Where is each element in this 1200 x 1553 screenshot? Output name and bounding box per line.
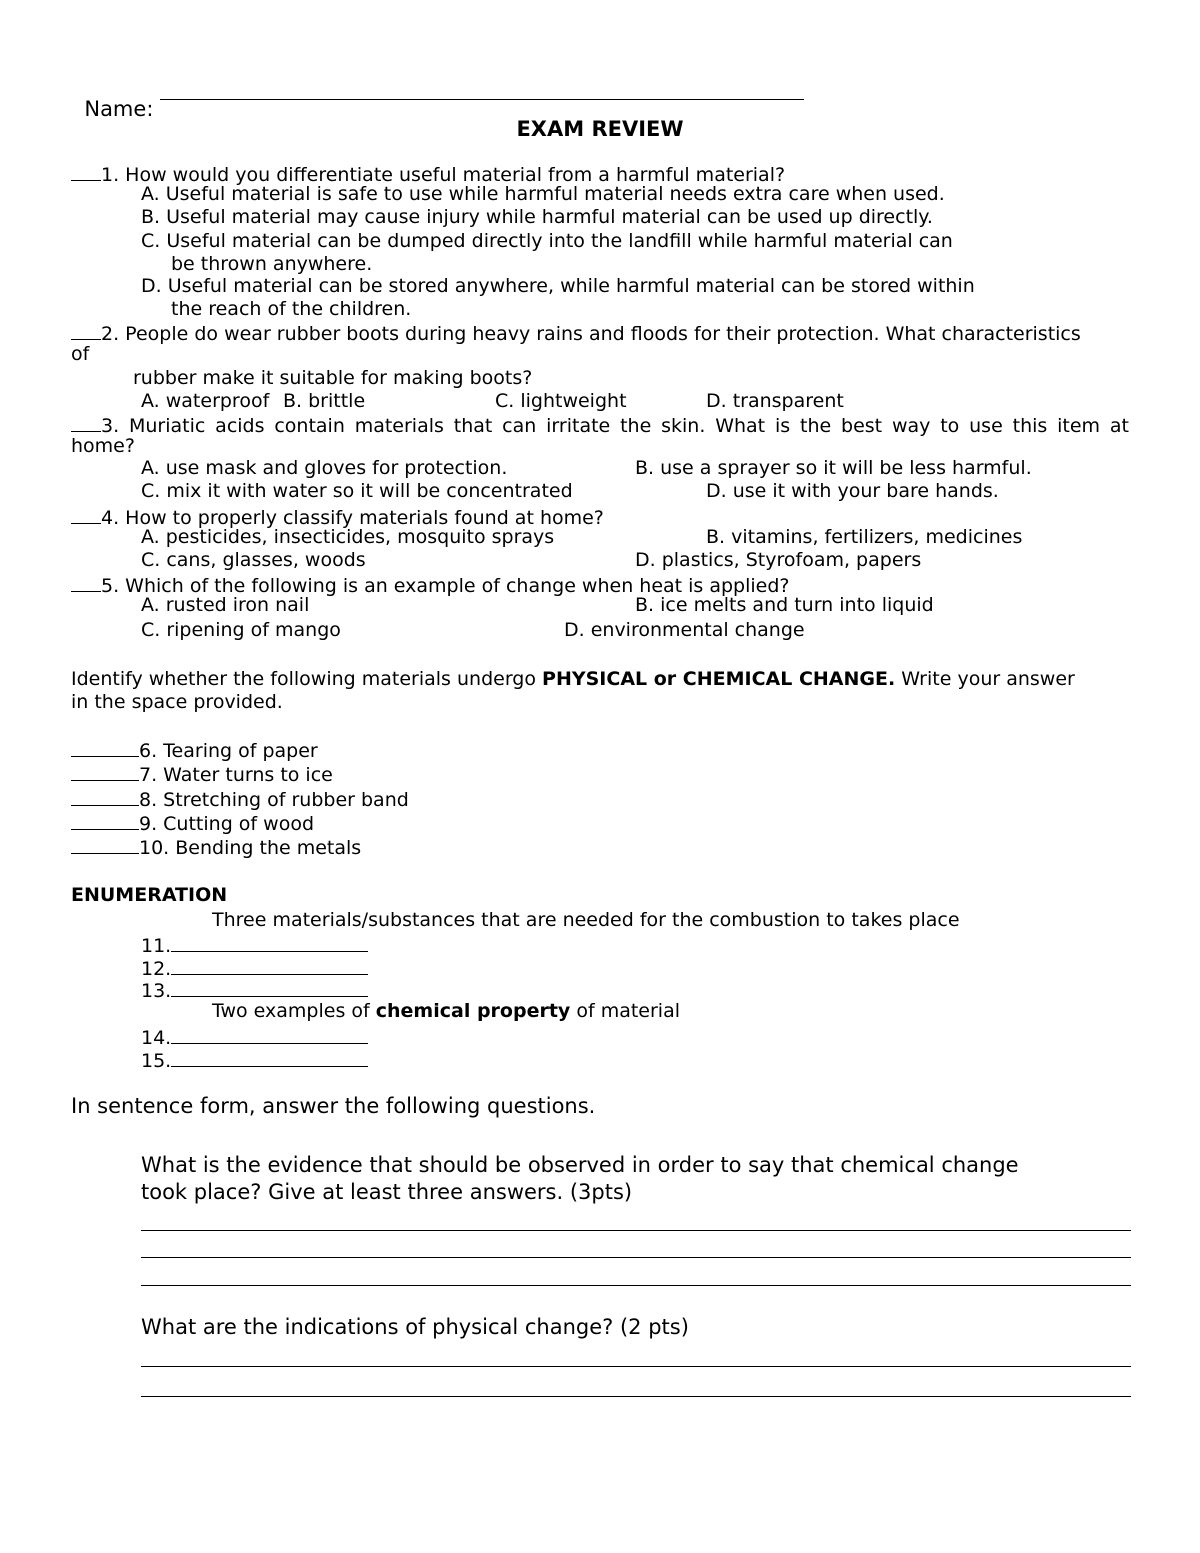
name-label: Name: xyxy=(84,97,154,122)
essay-answer-line[interactable] xyxy=(141,1230,1131,1231)
question-2: 2. People do wear rubber boots during heavy rains and floods for their protection. What characteristics xyxy=(71,321,1081,346)
answer-blank-10[interactable] xyxy=(71,835,139,854)
page-title: EXAM REVIEW xyxy=(516,117,684,141)
answer-blank-9[interactable] xyxy=(71,811,139,830)
essay-question-1: What is the evidence that should be observed in order to say that chemical change xyxy=(141,1153,1019,1177)
essay-answer-line[interactable] xyxy=(141,1285,1131,1286)
q3-option-c: C. mix it with water so it will be concentrated xyxy=(141,480,573,502)
q2-option-d: D. transparent xyxy=(706,390,844,412)
answer-blank-8[interactable] xyxy=(71,787,139,806)
q4-option-b: B. vitamins, fertilizers, medicines xyxy=(706,526,1023,548)
list-item: 10. Bending the metals xyxy=(71,835,361,860)
question-3-cont: home? xyxy=(71,435,135,457)
answer-blank-13[interactable] xyxy=(171,978,368,997)
q2-option-a: A. waterproof xyxy=(141,390,270,412)
sentence-heading: In sentence form, answer the following questions. xyxy=(71,1094,596,1118)
q4-option-d: D. plastics, Styrofoam, papers xyxy=(635,549,922,571)
list-item: 8. Stretching of rubber band xyxy=(71,787,409,812)
q1-option-d-cont: the reach of the children. xyxy=(171,298,412,320)
list-item: 6. Tearing of paper xyxy=(71,738,318,763)
enum-item-13: 13. xyxy=(141,978,368,1003)
q3-option-a: A. use mask and gloves for protection. xyxy=(141,457,508,479)
answer-blank-1[interactable] xyxy=(71,162,101,181)
q1-option-b: B. Useful material may cause injury while harmful material can be used up directly. xyxy=(141,206,933,228)
q1-option-c: C. Useful material can be dumped directly into the landfill while harmful material can xyxy=(141,230,953,252)
name-field[interactable] xyxy=(160,99,804,100)
identify-instruction: Identify whether the following materials undergo PHYSICAL or CHEMICAL CHANGE. Write your answer xyxy=(71,668,1075,690)
enum-item-12: 12. xyxy=(141,956,368,981)
question-4: 4. How to properly classify materials found at home? xyxy=(71,505,604,530)
q5-option-d: D. environmental change xyxy=(564,619,805,641)
question-3: 3. Muriatic acids contain materials that can irritate the skin. What is the best way to use this item at xyxy=(71,413,1129,438)
enum-item-14: 14. xyxy=(141,1025,368,1050)
q2-option-c: C. lightweight xyxy=(495,390,627,412)
q1-option-d: D. Useful material can be stored anywhere, while harmful material can be stored within xyxy=(141,275,975,297)
essay-answer-line[interactable] xyxy=(141,1257,1131,1258)
essay-answer-line[interactable] xyxy=(141,1396,1131,1397)
answer-blank-7[interactable] xyxy=(71,762,139,781)
q4-option-a: A. pesticides, insecticides, mosquito sprays xyxy=(141,526,555,548)
answer-blank-12[interactable] xyxy=(171,956,368,975)
q5-option-a: A. rusted iron nail xyxy=(141,594,310,616)
q5-option-b: B. ice melts and turn into liquid xyxy=(635,594,934,616)
enumeration-instruction-2: Two examples of chemical property of material xyxy=(212,1000,680,1022)
q2-option-b: B. brittle xyxy=(283,390,366,412)
answer-blank-15[interactable] xyxy=(171,1048,368,1067)
q5-option-c: C. ripening of mango xyxy=(141,619,341,641)
answer-blank-11[interactable] xyxy=(171,933,368,952)
essay-question-2: What are the indications of physical change? (2 pts) xyxy=(141,1315,689,1339)
answer-blank-6[interactable] xyxy=(71,738,139,757)
question-5: 5. Which of the following is an example of change when heat is applied? xyxy=(71,573,790,598)
question-1: 1. How would you differentiate useful material from a harmful material? xyxy=(71,162,785,187)
list-item: 9. Cutting of wood xyxy=(71,811,314,836)
q1-option-a: A. Useful material is safe to use while harmful material needs extra care when used. xyxy=(141,183,945,205)
q4-option-c: C. cans, glasses, woods xyxy=(141,549,366,571)
enum-item-15: 15. xyxy=(141,1048,368,1073)
essay-answer-line[interactable] xyxy=(141,1366,1131,1367)
answer-blank-2[interactable] xyxy=(71,321,101,340)
answer-blank-5[interactable] xyxy=(71,573,101,592)
identify-instruction-cont: in the space provided. xyxy=(71,691,283,713)
question-2-cont2: rubber make it suitable for making boots? xyxy=(133,367,533,389)
q3-option-d: D. use it with your bare hands. xyxy=(706,480,999,502)
enumeration-instruction-1: Three materials/substances that are needed for the combustion to takes place xyxy=(212,909,960,931)
answer-blank-14[interactable] xyxy=(171,1025,368,1044)
name-row xyxy=(71,73,153,121)
question-2-cont: of xyxy=(71,343,90,365)
q1-option-c-cont: be thrown anywhere. xyxy=(171,253,373,275)
essay-question-1-cont: took place? Give at least three answers. (3pts) xyxy=(141,1180,633,1204)
q3-option-b: B. use a sprayer so it will be less harmful. xyxy=(635,457,1032,479)
list-item: 7. Water turns to ice xyxy=(71,762,333,787)
answer-blank-3[interactable] xyxy=(71,413,101,432)
enumeration-heading: ENUMERATION xyxy=(71,884,228,906)
answer-blank-4[interactable] xyxy=(71,505,101,524)
enum-item-11: 11. xyxy=(141,933,368,958)
